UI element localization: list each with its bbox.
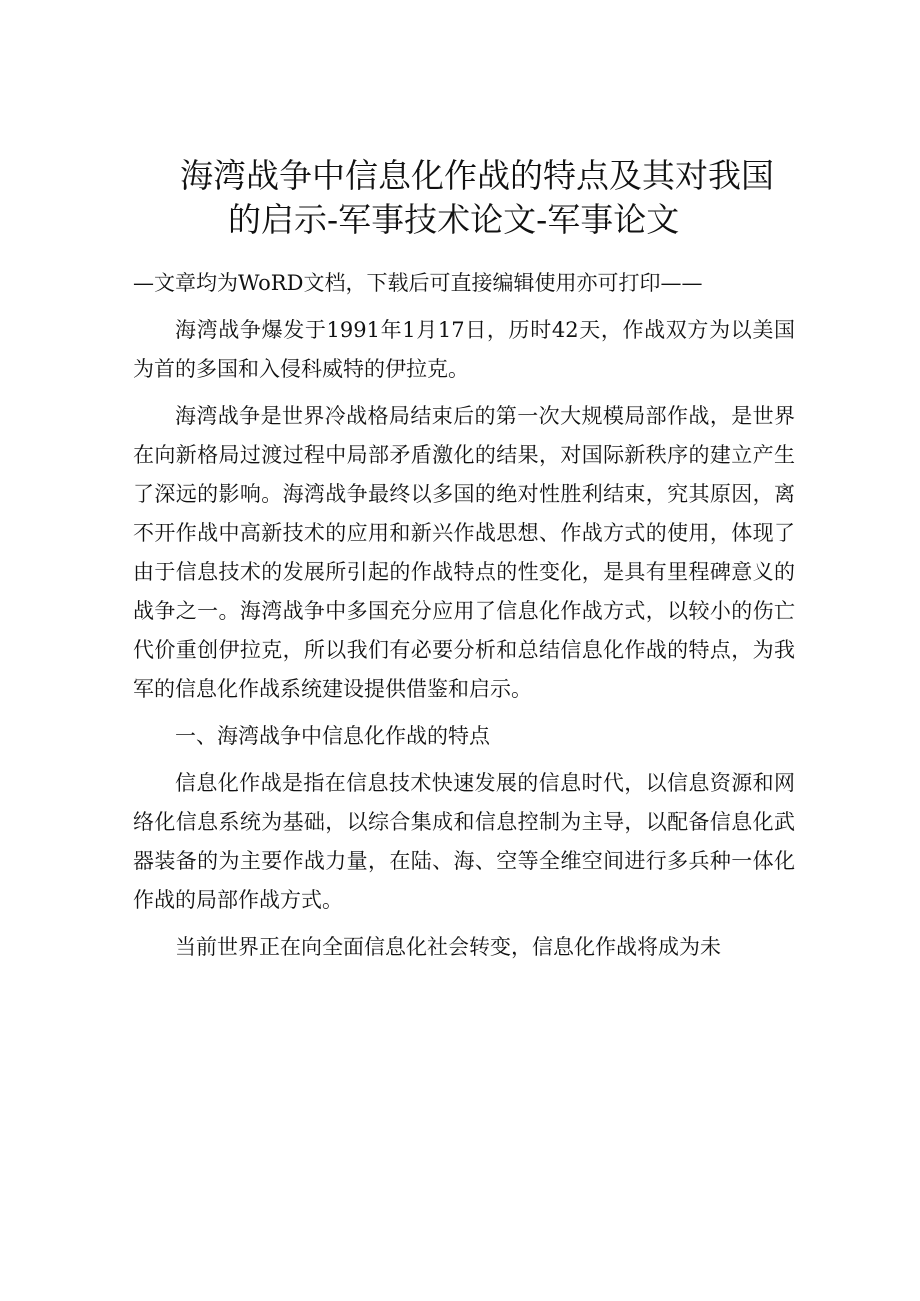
title-line-1: 海湾战争中信息化作战的特点及其对我国 <box>180 156 774 195</box>
document-body <box>133 264 795 967</box>
title-line-2: 的启示-军事技术论文-军事论文 <box>228 200 680 239</box>
document-tagline: —文章均为WoRD文档，下载后可直接编辑使用亦可打印—— <box>133 271 703 295</box>
paragraph-background: 海湾战争是世界冷战格局结束后的第一次大规模局部作战，是世界在向新格局过渡过程中局部矛盾激化的结果，对国际新秩序的建立产生了深远的影响。海湾战争最终以多国的绝对性胜利结束，究其原因，离不开作战中高新技术的应用和新兴作战思想、作战方式的使用，体现了由于信息技术的发展所引起的作战特点的性变化，是具有里程碑意义的战争之一。海湾战争中多国充分应用了信息化作战方式，以较小的伤亡代价重创伊拉克，所以我们有必要分析和总结信息化作战的特点，为我军的信息化作战系统建设提供借鉴和启示。 <box>133 404 795 701</box>
paragraph-trend: 当前世界正在向全面信息化社会转变，信息化作战将成为未 <box>175 935 721 959</box>
paragraph-intro: 海湾战争爆发于1991年1月17日，历时42天，作战双方为以美国为首的多国和入侵科威特的伊拉克。 <box>133 318 795 381</box>
section-heading-1: 一、海湾战争中信息化作战的特点 <box>175 724 490 748</box>
paragraph-definition: 信息化作战是指在信息技术快速发展的信息时代，以信息资源和网络化信息系统为基础，以综合集成和信息控制为主导，以配备信息化武器装备的为主要作战力量，在陆、海、空等全维空间进行多兵种一体化作战的局部作战方式。 <box>133 771 795 912</box>
document-title <box>130 154 800 242</box>
